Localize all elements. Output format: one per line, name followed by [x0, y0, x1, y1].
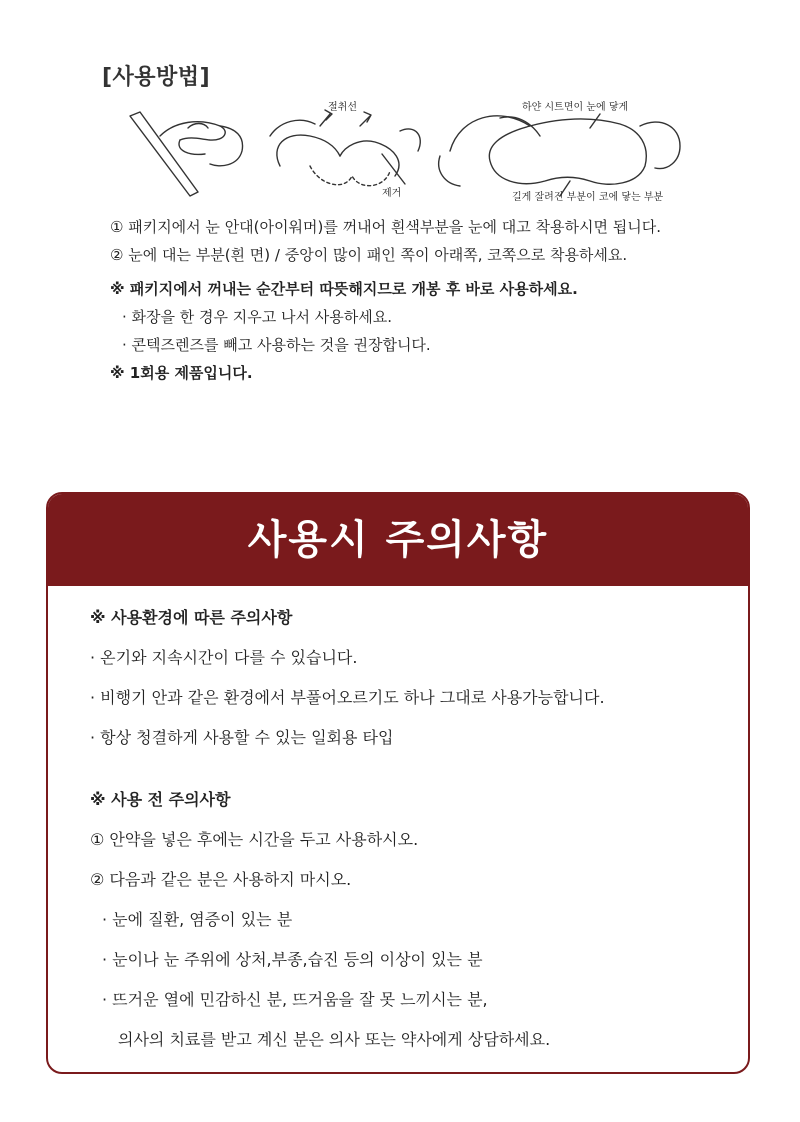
pre-heading: ※ 사용 전 주의사항 [90, 790, 231, 809]
usage-title: [사용방법] [102, 65, 211, 90]
usage-notice-lens: · 콘텍즈렌즈를 빼고 사용하는 것을 권장합니다. [122, 336, 431, 354]
env-item-3: · 항상 청결하게 사용할 수 있는 일회용 타입 [90, 728, 394, 747]
pre-item-2: ② 다음과 같은 분은 사용하지 마시오. [90, 870, 352, 889]
usage-illustrations [120, 96, 700, 206]
env-heading: ※ 사용환경에 따른 주의사항 [90, 608, 293, 627]
caution-body [90, 598, 730, 1060]
usage-steps [110, 213, 730, 387]
env-item-1: · 온기와 지속시간이 다를 수 있습니다. [90, 648, 358, 667]
label-cut-line: 절취선 [328, 102, 357, 113]
illustration-tear-cut-line [270, 110, 420, 186]
env-item-2: · 비행기 안과 같은 환경에서 부풀어오르기도 하나 그대로 사용가능합니다. [90, 688, 605, 707]
label-white-sheet: 하얀 시트면이 눈에 닿게 [522, 102, 629, 113]
pre-subitem-1: · 눈에 질환, 염증이 있는 분 [102, 910, 293, 929]
label-long-cut: 길게 잘려진 부분이 코에 닿는 부분 [512, 192, 664, 203]
pre-item-1: ① 안약을 넣은 후에는 시간을 두고 사용하시오. [90, 830, 419, 849]
caution-box [46, 492, 750, 1074]
pre-subitem-3: · 뜨거운 열에 민감하신 분, 뜨거움을 잘 못 느끼시는 분, [102, 990, 488, 1009]
pre-subitem-2: · 눈이나 눈 주위에 상처,부종,습진 등의 이상이 있는 분 [102, 950, 483, 969]
usage-step-2: ② 눈에 대는 부분(흰 면) / 중앙이 많이 패인 쪽이 아래쪽, 코쪽으로 착용하세요. [110, 246, 628, 264]
usage-notice-open: ※ 패키지에서 꺼내는 순간부터 따뜻해지므로 개봉 후 바로 사용하세요. [110, 280, 578, 298]
label-remove: 제거 [382, 188, 402, 199]
usage-notice-makeup: · 화장을 한 경우 지우고 나서 사용하세요. [122, 308, 392, 326]
illustration-open-package [130, 112, 243, 196]
usage-step-1: ① 패키지에서 눈 안대(아이워머)를 꺼내어 흰색부분을 눈에 대고 착용하시면 됩니다. [110, 218, 662, 236]
caution-title: 사용시 주의사항 [48, 494, 748, 586]
pre-last: 의사의 치료를 받고 계신 분은 의사 또는 약사에게 상담하세요. [118, 1030, 551, 1049]
usage-notice-single-use: ※ 1회용 제품입니다. [110, 364, 253, 382]
illustration-place-on-eyes [439, 114, 680, 196]
